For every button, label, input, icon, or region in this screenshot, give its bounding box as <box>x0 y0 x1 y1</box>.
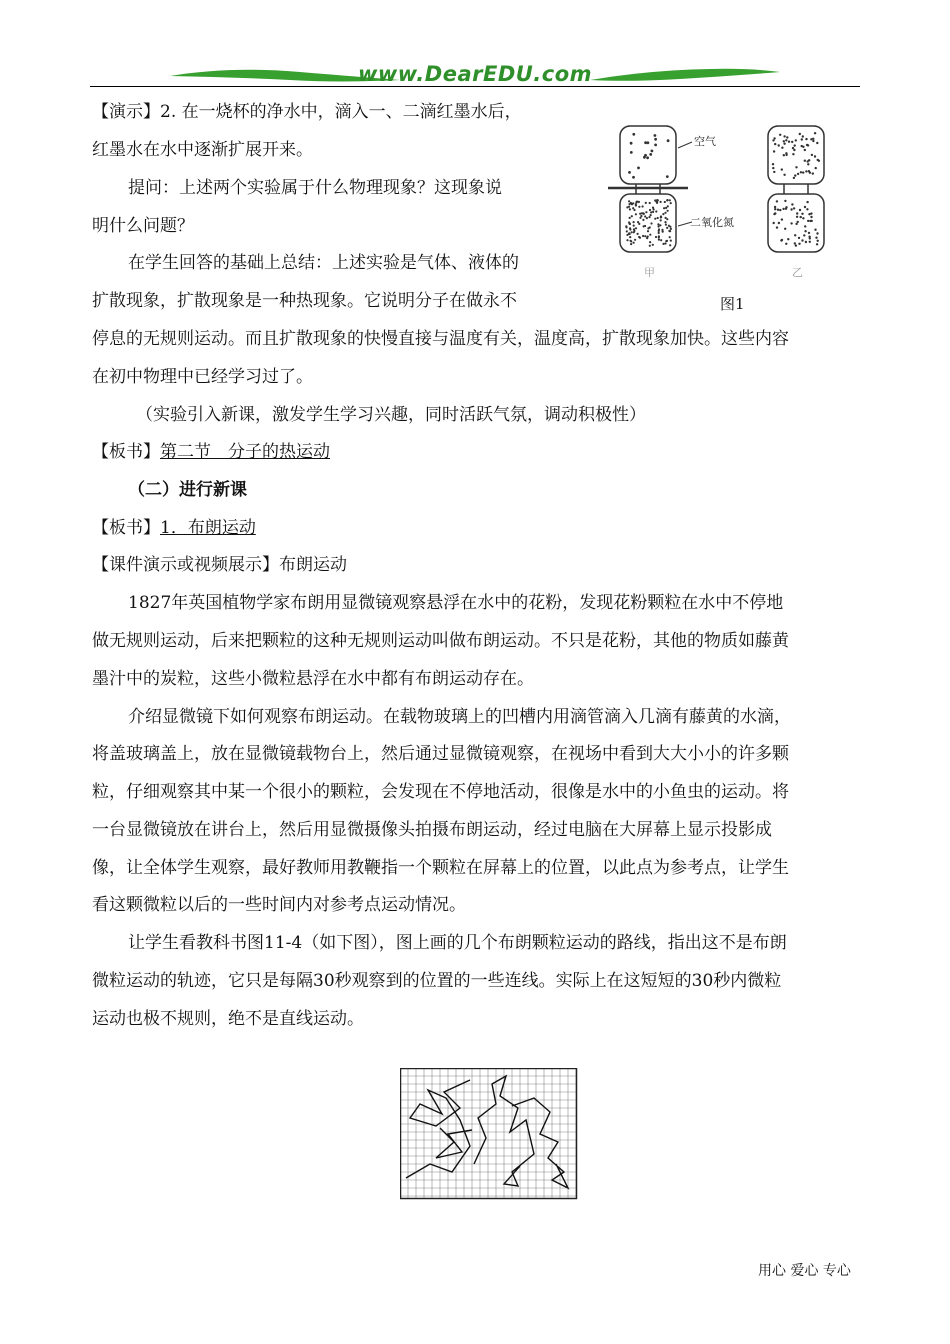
particle-dot <box>668 225 670 227</box>
board-line-1 <box>92 441 330 463</box>
grid-border <box>401 1069 577 1199</box>
text-line-21: 微粒运动的轨迹，它只是每隔30秒观察到的位置的一些连线。实际上在这短短的30秒内微粒 <box>92 971 782 991</box>
particle-dot <box>648 216 650 218</box>
particle-dot <box>667 210 669 212</box>
particle-dot <box>654 218 656 220</box>
particle-dot <box>777 209 779 211</box>
particle-dot <box>791 141 793 143</box>
particle-dot <box>792 153 794 155</box>
particle-dot <box>640 215 642 217</box>
path-1 <box>406 1080 470 1178</box>
particle-dot <box>661 229 663 231</box>
particle-dot <box>778 144 780 146</box>
particle-dot <box>791 203 793 205</box>
particle-dot <box>799 209 801 211</box>
particle-dot <box>785 243 787 245</box>
page-header <box>90 58 860 90</box>
particle-dot <box>658 230 660 232</box>
particle-dot <box>635 213 637 215</box>
particle-dot <box>773 150 775 152</box>
particle-dot <box>657 217 659 219</box>
particle-dot <box>793 177 795 179</box>
label-jar-a: 甲 <box>644 266 655 279</box>
text-line-11: 1827年英国植物学家布朗用显微镜观察悬浮在水中的花粉，发现花粉颗粒在水中不停地 <box>128 593 784 613</box>
particle-dot <box>804 206 806 208</box>
particle-dot <box>802 171 804 173</box>
no2-particles <box>625 199 672 247</box>
text-line-4: 明什么问题？ <box>92 216 194 236</box>
particle-dot <box>808 170 810 172</box>
particle-dot <box>794 242 796 244</box>
mixed-particles <box>772 132 820 247</box>
header-rule <box>90 86 860 87</box>
particle-dot <box>660 219 662 221</box>
particle-dot <box>660 201 662 203</box>
page-footer: 用心 爱心 专心 <box>758 1263 851 1279</box>
particle-dot <box>649 153 652 156</box>
particle-dot <box>664 242 666 244</box>
text-line-3: 提问：上述两个实验属于什么物理现象？这现象说 <box>128 178 502 198</box>
particle-dot <box>649 226 651 228</box>
particle-dot <box>801 145 803 147</box>
particle-dot <box>628 200 630 202</box>
particle-dot <box>630 151 633 154</box>
particle-dot <box>665 240 667 242</box>
particle-dot <box>660 215 662 217</box>
figure1-caption: 图1 <box>720 295 745 313</box>
label-no2: 二氧化氮 <box>690 216 734 229</box>
particle-dot <box>637 221 639 223</box>
particle-dot <box>796 216 798 218</box>
particle-dot <box>652 207 654 209</box>
particle-dot <box>800 216 802 218</box>
particle-dot <box>630 142 633 145</box>
particle-dot <box>816 243 818 245</box>
particle-dot <box>633 242 635 244</box>
particle-dot <box>785 139 787 141</box>
particle-dot <box>788 141 790 143</box>
particle-dot <box>652 244 654 246</box>
particle-dot <box>814 155 816 157</box>
particle-dot <box>776 226 778 228</box>
particle-dot <box>802 135 804 137</box>
particle-dot <box>646 237 648 239</box>
particle-dot <box>781 218 783 220</box>
particle-dot <box>655 210 657 212</box>
particle-dot <box>628 233 630 235</box>
particle-dot <box>795 139 797 141</box>
particle-dot <box>649 209 651 211</box>
particle-dot <box>799 133 801 135</box>
particle-dot <box>774 143 776 145</box>
particle-dot <box>807 160 809 162</box>
particle-dot <box>654 134 657 137</box>
text-line-20: 让学生看教科书图11-4（如下图），图上画的几个布朗颗粒运动的路线，指出这不是布朗 <box>128 933 787 953</box>
particle-dot <box>642 219 644 221</box>
particle-dot <box>781 168 783 170</box>
particle-dot <box>785 206 787 208</box>
particle-dot <box>817 240 819 242</box>
particle-dot <box>670 228 672 230</box>
text-line-7: 停息的无规则运动。而且扩散现象的快慢直接与温度有关，温度高，扩散现象加快。这些内容 <box>92 329 789 349</box>
grid <box>400 1068 577 1199</box>
particle-dot <box>643 225 645 227</box>
particle-dot <box>651 150 654 153</box>
particle-dot <box>797 173 799 175</box>
particle-dot <box>644 215 646 217</box>
particle-dot <box>783 174 785 176</box>
particle-dot <box>650 211 652 213</box>
jar-a <box>608 126 688 252</box>
particle-dot <box>783 140 785 142</box>
particle-dot <box>779 134 781 136</box>
particle-dot <box>649 234 651 236</box>
board-tag: 【板书】 <box>92 442 160 462</box>
particle-dot <box>649 245 651 247</box>
particle-dot <box>815 167 817 169</box>
particle-dot <box>669 244 671 246</box>
particle-dot <box>629 236 631 238</box>
particle-dot <box>656 199 658 201</box>
particle-dot <box>631 231 633 233</box>
particle-dot <box>772 163 774 165</box>
particle-dot <box>647 230 649 232</box>
particle-dot <box>785 152 787 154</box>
particle-dot <box>636 201 638 203</box>
particle-dot <box>669 230 671 232</box>
particle-dot <box>776 200 778 202</box>
particle-dot <box>628 171 631 174</box>
particle-dot <box>650 214 652 216</box>
particle-dot <box>665 224 667 226</box>
particle-dot <box>798 237 800 239</box>
text-line-5: 在学生回答的基础上总结：上述实验是气体、液体的 <box>128 253 519 273</box>
particle-dot <box>669 199 671 201</box>
particle-dot <box>806 208 808 210</box>
particle-dot <box>817 159 819 161</box>
text-line-12: 做无规则运动，后来把颗粒的这种无规则运动叫做布朗运动。不只是花粉，其他的物质如藤黄 <box>92 631 789 651</box>
text-line-17: 一台显微镜放在讲台上，然后用显微摄像头拍摄布朗运动，经过电脑在大屏幕上显示投影成 <box>92 820 772 840</box>
particle-dot <box>642 235 644 237</box>
particle-dot <box>787 238 789 240</box>
particle-dot <box>667 205 669 207</box>
particle-dot <box>643 156 646 159</box>
particle-dot <box>805 241 807 243</box>
particle-dot <box>802 217 804 219</box>
particle-dot <box>794 174 796 176</box>
particle-dot <box>665 217 667 219</box>
particle-dot <box>774 206 776 208</box>
particle-dot <box>774 208 776 210</box>
particle-dot <box>662 213 664 215</box>
particle-dot <box>803 234 805 236</box>
text-line-6: 扩散现象，扩散现象是一种热现象。它说明分子在做永不 <box>92 291 517 311</box>
particle-dot <box>658 239 660 241</box>
particle-dot <box>786 136 788 138</box>
particle-dot <box>794 234 796 236</box>
particle-dot <box>645 211 647 213</box>
label-air: 空气 <box>694 135 716 148</box>
particle-dot <box>644 235 646 237</box>
particle-dot <box>772 167 774 169</box>
particle-dot <box>781 239 783 241</box>
particle-dot <box>658 235 660 237</box>
particle-dot <box>790 208 792 210</box>
particle-dot <box>637 233 639 235</box>
particle-dot <box>650 222 652 224</box>
particle-dot <box>816 142 818 144</box>
particle-dot <box>807 220 809 222</box>
particle-dot <box>808 232 810 234</box>
brownian-path-figure <box>400 1068 578 1200</box>
particle-dot <box>658 225 660 227</box>
subheading: （二）进行新课 <box>128 480 247 500</box>
particle-dot <box>632 176 635 179</box>
particle-dot <box>649 202 651 204</box>
particle-dot <box>801 213 803 215</box>
text-line-16: 粒，仔细观察其中某一个很小的颗粒，会发现在不停地活动，很像是水中的小鱼虫的运动。将 <box>92 782 789 802</box>
particle-dot <box>783 143 785 145</box>
particle-dot <box>635 204 637 206</box>
particle-dot <box>783 135 785 137</box>
particle-dot <box>629 208 631 210</box>
particle-dot <box>781 147 783 149</box>
particle-dot <box>816 232 818 234</box>
particle-dot <box>629 217 631 219</box>
particle-dot <box>660 239 662 241</box>
particle-dot <box>810 216 812 218</box>
particle-dot <box>809 220 811 222</box>
particle-dot <box>662 243 664 245</box>
text-line-10: 【课件演示或视频展示】布朗运动 <box>92 555 347 575</box>
particle-dot <box>638 206 640 208</box>
particle-dot <box>800 171 802 173</box>
particle-dot <box>669 236 671 238</box>
particle-dot <box>629 228 631 230</box>
text-line-8: 在初中物理中已经学习过了。 <box>92 367 313 387</box>
text-line-19: 看这颗微粒以后的一些时间内对参考点运动情况。 <box>92 895 466 915</box>
particle-dot <box>659 224 661 226</box>
particle-dot <box>792 147 794 149</box>
particle-dot <box>666 175 669 178</box>
particle-dot <box>806 201 808 203</box>
particle-dot <box>652 211 654 213</box>
particle-dot <box>790 222 792 224</box>
particle-dot <box>795 244 797 246</box>
text-line-2: 红墨水在水中逐渐扩展开来。 <box>92 140 313 160</box>
particle-dot <box>804 149 806 151</box>
particle-dot <box>804 230 806 232</box>
particle-dot <box>814 229 816 231</box>
particle-dot <box>630 243 632 245</box>
particle-dot <box>798 243 800 245</box>
particle-dot <box>654 138 657 141</box>
particle-dot <box>642 205 644 207</box>
board-tag-2: 【板书】 <box>92 518 160 538</box>
particle-dot <box>633 221 635 223</box>
particle-dot <box>644 141 647 144</box>
particle-dot <box>663 207 665 209</box>
particle-dot <box>809 241 811 243</box>
particle-dot <box>784 228 786 230</box>
particle-dot <box>801 138 803 140</box>
particle-dot <box>646 217 648 219</box>
particle-dot <box>783 154 785 156</box>
particle-dot <box>645 202 647 204</box>
subsection-title: 1．布朗运动 <box>160 518 256 538</box>
text-line-9: （实验引入新课，激发学生学习兴趣，同时活跃气氛，调动积极性） <box>136 405 646 425</box>
text-line-18: 像，让全体学生观察，最好教师用教鞭指一个颗粒在屏幕上的位置，以此点为参考点，让学生 <box>92 858 789 878</box>
text-line-13: 墨汁中的炭粒，这些小微粒悬浮在水中都有布朗运动存在。 <box>92 669 534 689</box>
particle-dot <box>812 138 814 140</box>
particle-dot <box>795 223 797 225</box>
jar-b <box>768 126 824 252</box>
label-jar-b: 乙 <box>792 266 803 279</box>
particle-dot <box>626 230 628 232</box>
particle-dot <box>778 222 780 224</box>
text-line-14: 介绍显微镜下如何观察布朗运动。在载物玻璃上的凹槽内用滴管滴入几滴有藤黄的水滴， <box>128 707 791 727</box>
particle-dot <box>638 223 640 225</box>
particle-dot <box>815 237 817 239</box>
particle-dot <box>804 160 806 162</box>
particle-dot <box>633 209 635 211</box>
particle-dot <box>805 170 807 172</box>
air-pointer <box>678 142 692 148</box>
particle-dot <box>664 221 666 223</box>
diffusion-figure <box>600 118 850 318</box>
particle-dot <box>667 199 669 201</box>
particle-dot <box>808 213 810 215</box>
particle-dot <box>633 228 635 230</box>
particle-dot <box>667 139 670 142</box>
particle-dot <box>793 207 795 209</box>
particle-dot <box>804 225 806 227</box>
particle-dot <box>808 236 810 238</box>
particle-dot <box>631 215 633 217</box>
path-3 <box>512 1098 568 1188</box>
particle-dot <box>634 239 636 241</box>
particle-dot <box>639 237 641 239</box>
particle-dot <box>655 236 657 238</box>
path-4 <box>436 1128 472 1158</box>
text-line-1: 【演示】2. 在一烧杯的净水中，滴入一、二滴红墨水后， <box>92 102 522 122</box>
particle-dot <box>626 239 628 241</box>
air-particles <box>628 133 669 179</box>
particle-dot <box>807 144 809 146</box>
section-title: 第二节 分子的热运动 <box>160 442 330 462</box>
particle-dot <box>807 163 809 165</box>
particle-dot <box>625 225 627 227</box>
board-line-2 <box>92 517 256 539</box>
particle-dot <box>779 209 781 211</box>
particle-dot <box>773 222 775 224</box>
particle-dot <box>665 207 667 209</box>
particle-dot <box>629 223 631 225</box>
particle-dot <box>812 172 814 174</box>
particle-dot <box>801 239 803 241</box>
particle-dot <box>811 154 813 156</box>
particle-dot <box>666 227 668 229</box>
particle-dot <box>641 212 643 214</box>
particle-dot <box>632 207 634 209</box>
particle-dot <box>638 201 640 203</box>
particle-dot <box>632 133 635 136</box>
particle-dot <box>773 171 775 173</box>
particle-dot <box>773 213 775 215</box>
particle-dot <box>626 206 628 208</box>
particle-dot <box>633 231 635 233</box>
particle-dot <box>795 166 797 168</box>
text-line-22: 运动也极不规则，绝不是直线运动。 <box>92 1009 364 1029</box>
particle-dot <box>646 156 649 159</box>
particle-dot <box>796 212 798 214</box>
particle-dot <box>635 227 637 229</box>
particle-dot <box>658 232 660 234</box>
particle-dot <box>664 201 666 203</box>
particle-dot <box>630 240 632 242</box>
particle-dot <box>794 144 796 146</box>
particle-dot <box>637 167 640 170</box>
particle-dot <box>657 223 659 225</box>
particle-dot <box>805 138 807 140</box>
particle-dot <box>670 202 672 204</box>
site-logo-text: www.DearEDU.com <box>357 62 593 86</box>
particle-dot <box>812 140 814 142</box>
particle-dot <box>670 240 672 242</box>
particle-dot <box>649 241 651 243</box>
particle-dot <box>633 225 635 227</box>
particle-dot <box>784 200 786 202</box>
particle-dot <box>664 212 666 214</box>
text-line-15: 将盖玻璃盖上，放在显微镜载物台上，然后通过显微镜观察，在视场中看到大大小小的许多颗 <box>92 744 789 764</box>
particle-dot <box>772 139 774 141</box>
particle-dot <box>814 132 816 134</box>
particle-dot <box>782 208 784 210</box>
particle-dot <box>631 203 633 205</box>
particle-dot <box>654 144 657 147</box>
